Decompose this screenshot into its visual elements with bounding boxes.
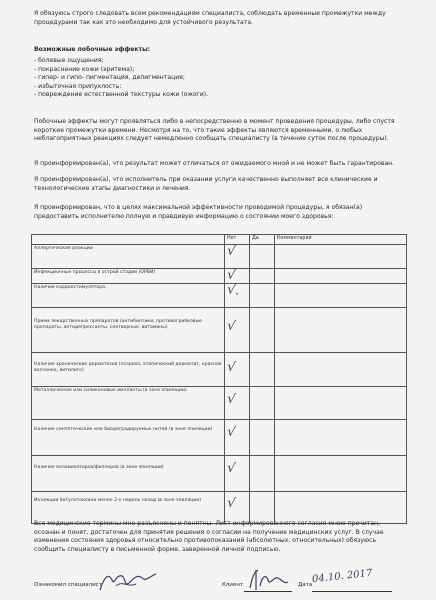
row-question-text: Наличие синтетических или биодеградируемых нитей (в зоне эпиляции) (34, 427, 213, 432)
intro-paragraph: Я обязуюсь строго следовать всем рекомендациям специалиста, соблюдать временные промежутки между процедурами так как это необходимо для устойчивого результата. (34, 10, 386, 26)
client-signature-line (244, 591, 292, 592)
row-yes-cell (250, 456, 275, 492)
row-yes-cell (250, 308, 275, 353)
row-question: Металлические или силиконовые импланты (в зоне эпиляции) (32, 387, 225, 420)
row-no-cell (225, 492, 250, 524)
row-comment-cell (275, 245, 407, 269)
row-no-cell (225, 245, 250, 269)
row-comment-cell (275, 269, 407, 284)
executor-paragraph: Я проинформирован(а), что исполнитель при оказании услуги качественно выполняет все клинические и технологические этапы диагностики и лечения. (34, 176, 378, 192)
row-yes-cell (250, 492, 275, 524)
row-question (32, 353, 225, 387)
check-mark: √ (226, 460, 237, 477)
row-question-text: Наличие воломизаторов/филлеров (в зоне эпиляции) (34, 465, 164, 470)
row-question: Наличие кардиостимулятора. (32, 284, 225, 308)
header-question (32, 235, 225, 245)
final-paragraph: Все медицинские термины мне разъяснены и понятны. Лист информированного согласия мною прочитан, осознан и понят, достаточен для принятия решения о согласии на получение медицинских услуг. В случае изменения состояния здоровья относительно противопоказаний (абсолютных, относительных) обязуюсь сообщить специалисту в письменной форме, заверенной личной подписью. (34, 520, 384, 553)
check-mark: √ (226, 359, 237, 376)
side-effect-item: - повреждение естественной текстуры кожи (ожоги). (34, 91, 209, 99)
row-yes-cell (250, 353, 275, 387)
table-header-row (32, 235, 407, 245)
table-row (32, 420, 407, 456)
row-yes-cell (250, 387, 275, 420)
date-label: Дата (298, 582, 313, 588)
row-question: Аллергические реакции (32, 245, 225, 269)
specialist-label: Ознакомил специалист (34, 582, 102, 588)
row-question (32, 308, 225, 353)
table-row (32, 245, 407, 269)
row-question (32, 456, 225, 492)
header-comment: Комментарий (275, 235, 407, 245)
row-comment-cell (275, 387, 407, 420)
table-row (32, 308, 407, 353)
row-question-text: Инъекции ботулотоксина менее 2-х недель назад (в зоне эпиляции) (34, 498, 202, 503)
row-comment-cell (275, 284, 407, 308)
row-question-text: Прием лекарственных препаратов (антибиотики, противогрибковые препараты, антидепрессанты, снотворные, витамины) (34, 319, 202, 330)
row-no-cell (225, 420, 250, 456)
table-row (32, 284, 407, 308)
table-row (32, 387, 407, 420)
row-question: Инфекционные процессы в острой стадии (ОРВИ) (32, 269, 225, 284)
health-info-paragraph: Я проинформирован, что в целях максимальной эффективности проводимой процедуры, я обязан(а) предоставить исполнителю полную и правдивую информацию о состоянии моего здоровья: (34, 204, 363, 220)
row-comment-cell (275, 492, 407, 524)
check-mark: √ (226, 243, 237, 260)
table-row (32, 269, 407, 284)
check-mark: √ (226, 391, 237, 408)
client-signature (246, 566, 290, 594)
row-question (32, 492, 225, 524)
health-table (31, 234, 407, 524)
side-effect-item: - гипер- и гипо- пигментация, депигментация; (34, 74, 185, 82)
header-yes: Да (250, 235, 275, 245)
row-yes-cell (250, 284, 275, 308)
row-comment-cell (275, 353, 407, 387)
check-mark: √ (226, 267, 237, 284)
row-no-cell (225, 284, 250, 308)
header-no: Нет (225, 235, 250, 245)
row-yes-cell (250, 269, 275, 284)
specialist-signature (96, 568, 160, 594)
row-comment-cell (275, 456, 407, 492)
table-row (32, 492, 407, 524)
side-effect-item: - покраснение кожи (эритема); (34, 65, 135, 73)
side-effect-item: - болевые ощущения; (34, 57, 104, 64)
row-yes-cell (250, 420, 275, 456)
date-value: 04.10. 2017 (311, 567, 373, 586)
client-label: Клиент (222, 582, 244, 588)
side-effects-paragraph: Побочные эффекты могут проявляться либо в непосредственно в момент проведения процедуры, либо спустя короткие промежутки времени. Несмотря на то, что такие эффекты являются временными, о любых неблагоприятных реакциях следует немедленно сообщать специалисту (в течение суток после процедуры). (34, 118, 395, 143)
row-no-cell (225, 387, 250, 420)
table-row (32, 353, 407, 387)
check-mark: √. (226, 282, 241, 299)
row-comment-cell (275, 308, 407, 353)
result-paragraph: Я проинформирован(а), что результат может отличаться от ожидаемого мной и не может быть гарантирован. (34, 160, 395, 167)
date-line (312, 591, 392, 592)
row-no-cell (225, 456, 250, 492)
side-effects-list (34, 57, 404, 100)
check-mark: √ (226, 318, 237, 335)
row-question-text: Наличие хронических дерматозов (псориаз, атопический дерматит, красная волчанка, витилиго) (34, 362, 222, 373)
row-comment-cell (275, 420, 407, 456)
row-yes-cell (250, 245, 275, 269)
check-mark: √ (226, 495, 237, 512)
side-effects-title: Возможные побочные эффекты: (34, 46, 151, 53)
row-no-cell (225, 308, 250, 353)
row-question (32, 420, 225, 456)
table-row (32, 456, 407, 492)
row-no-cell (225, 353, 250, 387)
check-mark: √ (226, 424, 237, 441)
side-effect-item: - избыточная припухлость; (34, 82, 122, 90)
